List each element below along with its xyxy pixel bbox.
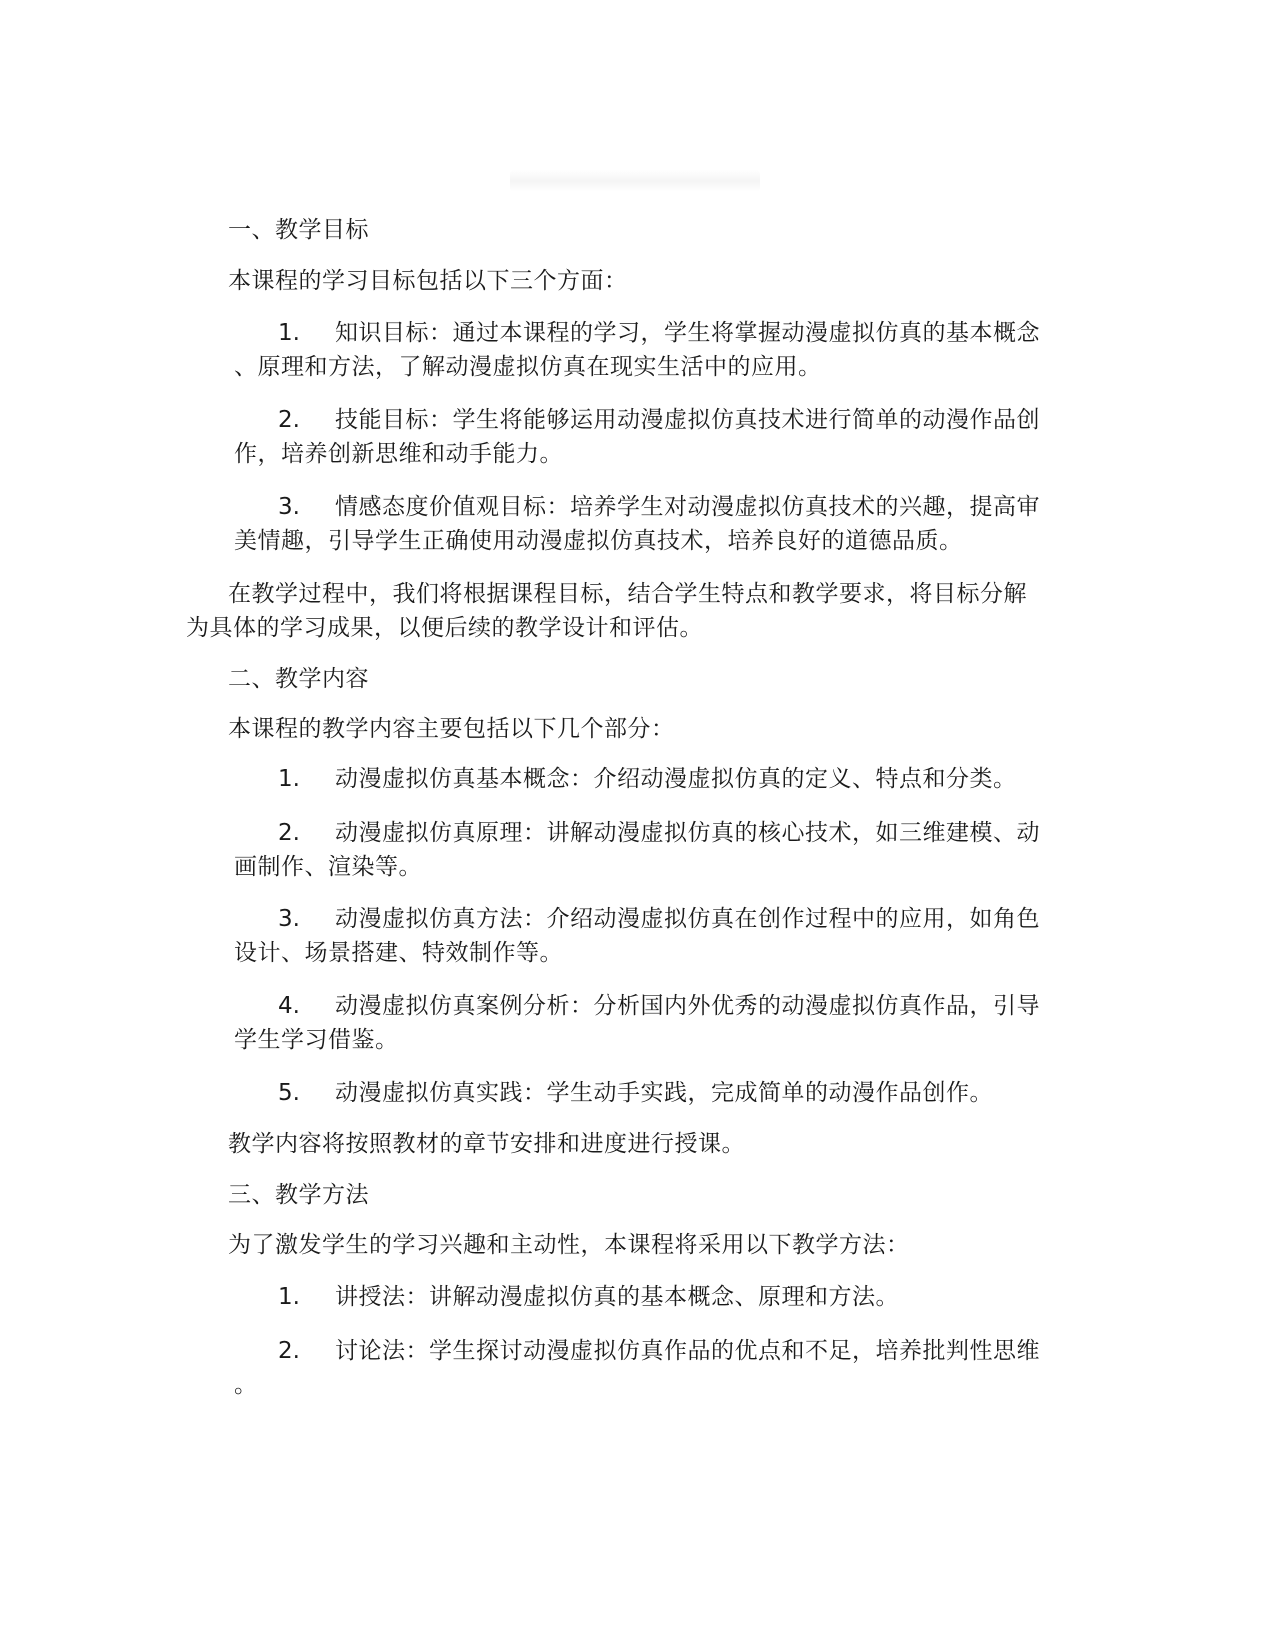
list-item-text: 动漫虚拟仿真基本概念：介绍动漫虚拟仿真的定义、特点和分类。 [335,766,1017,792]
list-item-text-cont: 作，培养创新思维和动手能力。 [234,441,563,467]
list-item-text: 动漫虚拟仿真实践：学生动手实践，完成简单的动漫作品创作。 [335,1080,993,1106]
section-closing-1: 在教学过程中，我们将根据课程目标，结合学生特点和教学要求，将目标分解 [228,581,1027,607]
list-item-number: 3. [278,494,300,520]
list-item-text: 技能目标：学生将能够运用动漫虚拟仿真技术进行简单的动漫作品创 [335,407,1040,433]
list-item-number: 1. [278,766,300,792]
list-item-text: 动漫虚拟仿真案例分析：分析国内外优秀的动漫虚拟仿真作品，引导 [335,993,1040,1019]
section-heading-3: 三、教学方法 [228,1182,369,1208]
list-item-text-cont: 学生学习借鉴。 [234,1027,399,1053]
list-item-number: 5. [278,1080,300,1106]
list-item-text-cont: 画制作、渲染等。 [234,854,422,880]
list-item-text: 情感态度价值观目标：培养学生对动漫虚拟仿真技术的兴趣，提高审 [335,494,1040,520]
list-item-text-cont: 、原理和方法，了解动漫虚拟仿真在现实生活中的应用。 [234,354,822,380]
list-item-number: 1. [278,1284,300,1310]
list-item-number: 4. [278,993,300,1019]
section-heading-2: 二、教学内容 [228,666,369,692]
section-intro-3: 为了激发学生的学习兴趣和主动性，本课程将采用以下教学方法： [228,1232,910,1258]
section-intro-2: 本课程的教学内容主要包括以下几个部分： [228,716,675,742]
list-item-number: 2. [278,820,300,846]
faded-header-mark [510,170,760,192]
list-item-text: 知识目标：通过本课程的学习，学生将掌握动漫虚拟仿真的基本概念 [335,320,1040,346]
list-item-text-cont: 美情趣，引导学生正确使用动漫虚拟仿真技术，培养良好的道德品质。 [234,528,963,554]
section-heading-1: 一、教学目标 [228,217,369,243]
list-item-text: 动漫虚拟仿真方法：介绍动漫虚拟仿真在创作过程中的应用，如角色 [335,906,1040,932]
list-item-text-cont: 。 [234,1372,258,1398]
section-closing-1-cont: 为具体的学习成果，以便后续的教学设计和评估。 [186,615,703,641]
list-item-text-cont: 设计、场景搭建、特效制作等。 [234,940,563,966]
list-item-number: 2. [278,1338,300,1364]
list-item-text: 动漫虚拟仿真原理：讲解动漫虚拟仿真的核心技术，如三维建模、动 [335,820,1040,846]
list-item-number: 1. [278,320,300,346]
section-closing-2: 教学内容将按照教材的章节安排和进度进行授课。 [228,1131,745,1157]
list-item-number: 2. [278,407,300,433]
list-item-text: 讨论法：学生探讨动漫虚拟仿真作品的优点和不足，培养批判性思维 [335,1338,1040,1364]
list-item-text: 讲授法：讲解动漫虚拟仿真的基本概念、原理和方法。 [335,1284,899,1310]
list-item-number: 3. [278,906,300,932]
section-intro-1: 本课程的学习目标包括以下三个方面： [228,268,628,294]
